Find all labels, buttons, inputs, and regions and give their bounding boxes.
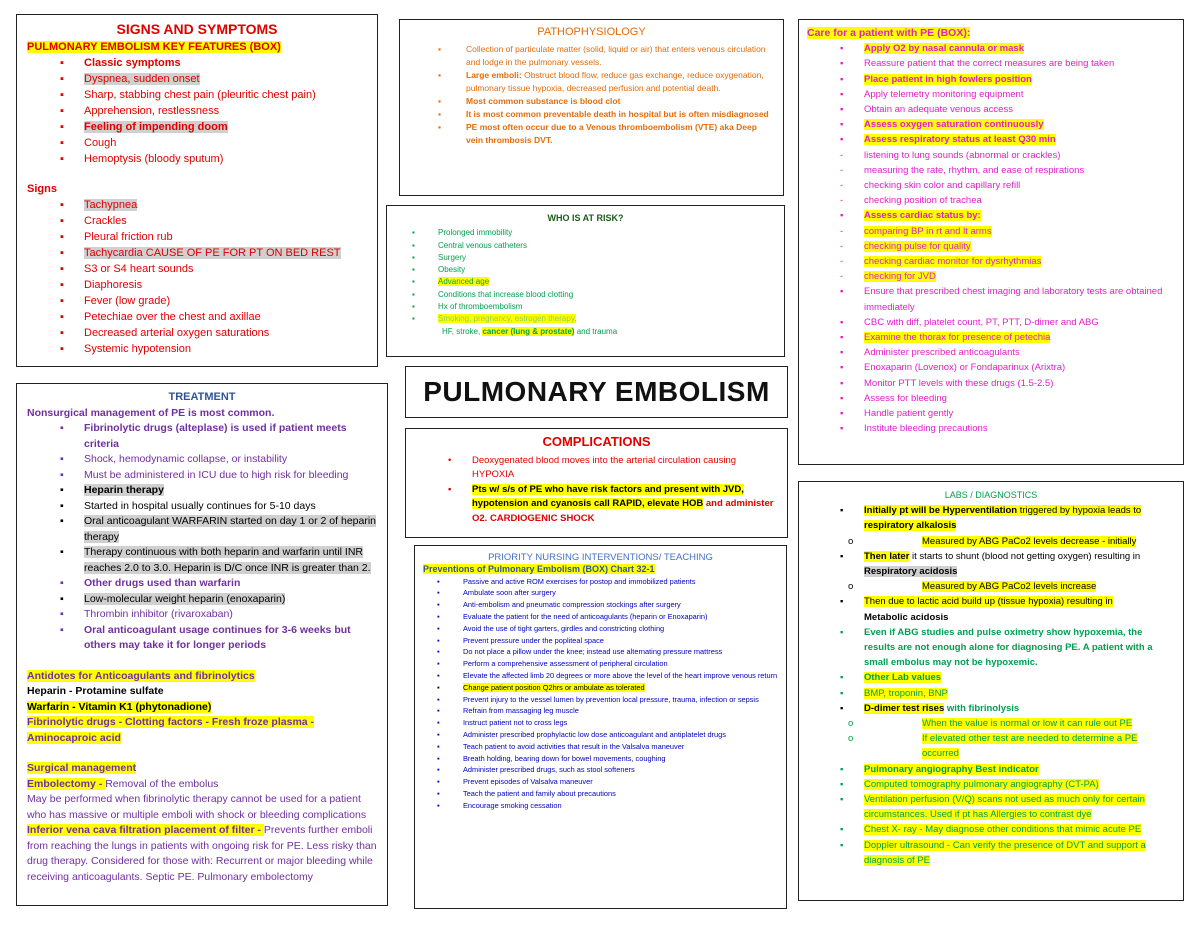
- list-item: ▪ Cough: [84, 135, 367, 151]
- list-item: ▪ CBC with diff, platelet count, PT, PTT, D-dimer and ABG: [864, 315, 1175, 330]
- signs-symptoms-box: [16, 14, 378, 367]
- risk-box: [386, 205, 785, 357]
- risk-list: [397, 227, 774, 338]
- list-item: [864, 594, 1175, 624]
- complications-box: [405, 428, 788, 538]
- care-box: [798, 19, 1184, 465]
- complications-list: [416, 454, 777, 527]
- lab-ddimer: D-dimer test rises: [864, 702, 945, 714]
- list-item: checking pulse for quality: [864, 240, 971, 252]
- list-item: checking cardiac monitor for dysrhythmias: [864, 256, 1042, 268]
- list-item: ▪ Thrombin inhibitor (rivaroxaban): [84, 607, 377, 623]
- list-item: Oral anticoagulant WARFARIN started on day 1 or 2 of heparin therapy: [84, 515, 377, 543]
- list-item: Advanced age: [438, 277, 490, 287]
- list-item: • Deoxygenated blood moves into the arterial circulation causing HYPOXIA: [472, 454, 777, 483]
- list-item: ▪ Enoxaparin (Lovenox) or Fondaparinux (Arixtra): [864, 360, 1175, 375]
- list-item: Dyspnea, sudden onset: [84, 73, 200, 85]
- list-item: Assess cardiac status by:: [864, 210, 981, 222]
- list-item: ▪ Decreased arterial oxygen saturations: [84, 325, 367, 341]
- complications-title: COMPLICATIONS: [542, 434, 651, 449]
- embolectomy-text: Removal of the embolus: [105, 777, 219, 790]
- list-item: ▪ Started in hospital usually continues for 5-10 days: [84, 499, 377, 515]
- list-item: ▪ Hx of thromboembolism: [438, 301, 774, 313]
- list-item: ▪ Elevate the affected limb 20 degrees or more above the level of the heart improve venous return: [463, 670, 778, 682]
- embolectomy-desc: May be performed when fibrinolytic therapy cannot be used for a patient who has massive or multiple emboli with shock or bleeding complications: [27, 793, 367, 821]
- pathophysiology-title: PATHOPHYSIOLOGY: [537, 26, 646, 38]
- list-item: ▪ Evaluate the patient for the need of anticoagulants (heparin or Enoxaparin): [463, 611, 778, 623]
- list-item: ▪ Hemoptysis (bloody sputum): [84, 151, 367, 167]
- list-item: Computed tomography pulmonary angiography (CT-PA): [864, 778, 1099, 790]
- risk-last-post: and trauma: [574, 326, 618, 336]
- list-item: ▪ Ambulate soon after surgery: [463, 587, 778, 599]
- pathophysiology-box: [399, 19, 784, 196]
- list-item: - measuring the rate, rhythm, and ease of respirations: [864, 163, 1175, 178]
- large-emboli-label: Large emboli:: [466, 70, 525, 80]
- list-item: Pulmonary angiography Best indicator: [864, 763, 1039, 775]
- list-item: Other Lab values: [864, 672, 942, 684]
- list-item: ▪ Conditions that increase blood clotting: [438, 289, 774, 301]
- list-item: ▪ Prevent pressure under the popliteal space: [463, 635, 778, 647]
- list-item: ▪ Handle patient gently: [864, 406, 1175, 421]
- list-item: [438, 326, 774, 338]
- risk-cancer: cancer (lung & prostate): [482, 326, 575, 336]
- large-emboli-text: Obstruct blood flow, reduce gas exchange, reduce oxygenation, pulmonary tissue hypoxia, decreased perfusion and potential death.: [466, 70, 764, 93]
- lab-hyperventilation: Initially pt will be Hyperventilation: [864, 505, 1018, 517]
- signs-symptoms-title: SIGNS AND SYMPTOMS: [116, 21, 278, 37]
- treatment-intro: Nonsurgical management of PE is most common.: [27, 406, 275, 419]
- list-item: ▪ Institute bleeding precautions: [864, 421, 1175, 436]
- list-item: ▪ Teach patient to avoid activities that result in the Valsalva maneuver: [463, 741, 778, 753]
- list-item: ▪ Shock, hemodynamic collapse, or instability: [84, 452, 377, 468]
- antidote-fibrinolytic: Fibrinolytic drugs - Clotting factors - Fresh froze plasma - Aminocaproic acid: [27, 716, 315, 744]
- care-list: [807, 41, 1175, 436]
- labs-box: [798, 481, 1184, 901]
- list-item: ▪ Obesity: [438, 264, 774, 276]
- list-item: Chest X- ray - May diagnose other conditions that mimic acute PE: [864, 824, 1142, 836]
- list-item: ▪ Petechiae over the chest and axillae: [84, 309, 367, 325]
- list-item: Assess respiratory status at least Q30 min: [864, 134, 1056, 146]
- list-item: Change patient position Q2hrs or ambulate as tolerated: [463, 682, 645, 692]
- lab-then-later: Then later: [864, 550, 910, 562]
- list-item: ▪ Crackles: [84, 213, 367, 229]
- list-item: ▪ Administer prescribed drugs, such as stool softeners: [463, 764, 778, 776]
- lab-l2-post: it starts to shunt (blood not getting oxygen) resulting in: [909, 550, 1141, 562]
- list-item: Apply O2 by nasal cannula or mask: [864, 43, 1024, 55]
- list-item: ▪ Anti-embolism and pneumatic compression stockings after surgery: [463, 599, 778, 611]
- page-title: PULMONARY EMBOLISM: [405, 366, 788, 418]
- list-item: ▪ Prolonged immobility: [438, 227, 774, 239]
- list-item: ▪ Monitor PTT levels with these drugs (1.5-2.5): [864, 376, 1175, 391]
- list-item: ▪ Other drugs used than warfarin: [84, 576, 377, 592]
- treatment-title: TREATMENT: [168, 391, 236, 403]
- list-item: Measured by ABG PaCo2 levels decrease - initially: [922, 535, 1137, 547]
- list-item: ▪ Oral anticoagulant usage continues for 3-6 weeks but others may take it for longer periods: [84, 623, 377, 654]
- surgical-title: Surgical management: [27, 762, 137, 774]
- list-item: [864, 503, 1175, 533]
- key-features-label: PULMONARY EMBOLISM KEY FEATURES (BOX): [27, 41, 281, 53]
- list-item: ▪ Systemic hypotension: [84, 341, 367, 357]
- list-item: ▪ PE most often occur due to a Venous thromboembolism (VTE) aka Deep vein thrombosis DVT.: [466, 121, 773, 147]
- list-item: ▪ Pleural friction rub: [84, 229, 367, 245]
- list-item: ▪ Central venous catheters: [438, 240, 774, 252]
- risk-title: WHO IS AT RISK?: [547, 213, 624, 223]
- list-item: Measured by ABG PaCo2 levels increase: [922, 581, 1097, 593]
- list-item: - checking position of trachea: [864, 193, 1175, 208]
- list-item: ▪ Most common substance is blood clot: [466, 95, 773, 108]
- list-item: ▪ Encourage smoking cessation: [463, 800, 778, 812]
- list-item: ▪ Diaphoresis: [84, 277, 367, 293]
- list-item: Smoking, pregnancy, estrogen therapy,: [438, 314, 577, 324]
- treatment-list: [27, 421, 377, 654]
- list-item: ▪ Ensure that prescribed chest imaging and laboratory tests are obtained immediately: [864, 284, 1175, 314]
- list-item: ▪ S3 or S4 heart sounds: [84, 261, 367, 277]
- lab-resp-alkalosis: respiratory alkalosis: [864, 520, 957, 532]
- risk-last-pre: HF, stroke,: [442, 326, 483, 336]
- embolectomy-label: Embolectomy -: [27, 777, 106, 790]
- list-item: [864, 549, 1175, 579]
- list-item: ▪ Breath holding, bearing down for bowel movements, coughing: [463, 753, 778, 765]
- list-item: Assess oxygen saturation continuously: [864, 119, 1044, 131]
- list-item: ▪ Apprehension, restlessness: [84, 103, 367, 119]
- list-item: Doppler ultrasound - Can verify the presence of DVT and support a diagnosis of PE: [864, 839, 1146, 866]
- priority-interventions-box: [414, 545, 787, 909]
- list-item: Low-molecular weight heparin (enoxaparin): [84, 592, 286, 605]
- list-item: Examine the thorax for presence of petechia: [864, 332, 1051, 344]
- list-item: ▪ Fibrinolytic drugs (alteplase) is used if patient meets criteria: [84, 421, 377, 452]
- list-item: - listening to lung sounds (abnormal or crackles): [864, 148, 1175, 163]
- list-item: Heparin therapy: [84, 484, 164, 496]
- list-item: Feeling of impending doom: [84, 121, 228, 133]
- list-item: ▪ Prevent injury to the vessel lumen by prevention local pressure, trauma, infection or sepsis: [463, 694, 778, 706]
- list-item: ▪ Avoid the use of tight garters, girdles and constricting clothing: [463, 623, 778, 635]
- labs-list: [807, 503, 1175, 868]
- lab-metabolic-acidosis: Metabolic acidosis: [864, 611, 949, 623]
- priority-list: [423, 576, 778, 812]
- priority-subtitle: Preventions of Pulmonary Embolism (BOX) Chart 32-1: [423, 563, 655, 574]
- list-item: ▪ Do not place a pillow under the knee; instead use alternating pressure mattress: [463, 646, 778, 658]
- lab-resp-acidosis: Respiratory acidosis: [864, 566, 958, 578]
- priority-title: PRIORITY NURSING INTERVENTIONS/ TEACHING: [488, 552, 713, 563]
- labs-title: LABS / DIAGNOSTICS: [944, 490, 1038, 500]
- list-item: ▪ Passive and active ROM exercises for postop and immobilized patients: [463, 576, 778, 588]
- list-item: ▪ Surgery: [438, 252, 774, 264]
- list-item: ▪ It is most common preventable death in hospital but is often misdiagnosed: [466, 108, 773, 121]
- list-item: BMP, troponin, BNP: [864, 687, 948, 699]
- lab-l3: Then due to lactic acid build up (tissue hypoxia) resulting in: [864, 596, 1113, 608]
- list-item: ▪ Administer prescribed anticoagulants: [864, 345, 1175, 360]
- list-item: Place patient in high fowlers position: [864, 73, 1032, 85]
- list-item: ▪ Reassure patient that the correct measures are being taken: [864, 56, 1175, 71]
- complication-post: and administer O2. CARDIOGENIC SHOCK: [472, 498, 774, 524]
- list-item: ▪ Perform a comprehensive assessment of peripheral circulation: [463, 658, 778, 670]
- list-item: ▪ Classic symptoms: [84, 55, 367, 71]
- list-item: [466, 69, 773, 95]
- antidotes-title: Antidotes for Anticoagulants and fibrinolytics: [27, 669, 255, 682]
- lab-l1-post: triggered by hypoxia leads to: [1017, 505, 1142, 517]
- list-item: Therapy continuous with both heparin and warfarin until INR reaches 2.0 to 3.0. Heparin is D/C once INR is greater than 2.: [84, 546, 371, 574]
- list-item: When the value is normal or low it can rule out PE: [922, 718, 1133, 730]
- list-item: ▪ Fever (low grade): [84, 293, 367, 309]
- antidote-warfarin: Warfarin - Vitamin K1 (phytonadione): [27, 700, 212, 713]
- pathophysiology-list: [410, 43, 773, 147]
- list-item: checking for JVD: [864, 271, 936, 283]
- ivc-label: Inferior vena cava filtration placement of filter -: [27, 824, 264, 836]
- list-item: Ventilation perfusion (V/Q) scans not used as much only for certain circumstances. Used if pt has Allergies to contrast dye: [864, 794, 1145, 821]
- list-item: [472, 483, 777, 527]
- signs-list: [27, 197, 367, 357]
- treatment-box: [16, 383, 388, 906]
- signs-label: Signs: [27, 183, 57, 195]
- care-title: Care for a patient with PE (BOX):: [807, 27, 971, 39]
- list-item: ▪ Assess for bleeding: [864, 391, 1175, 406]
- antidote-heparin: Heparin - Protamine sulfate: [27, 685, 164, 697]
- list-item: Tachycardia CAUSE OF PE FOR PT ON BED REST: [84, 247, 341, 259]
- list-item: ▪ Must be administered in ICU due to high risk for bleeding: [84, 468, 377, 484]
- list-item: - checking skin color and capillary refill: [864, 178, 1175, 193]
- list-item: ▪ Obtain an adequate venous access: [864, 102, 1175, 117]
- list-item: ▪ Even if ABG studies and pulse oximetry show hypoxemia, the results are not enough alone for diagnosing PE. A patient with a small embolus may not be hypoxemic.: [864, 625, 1175, 671]
- list-item: Tachypnea: [84, 199, 138, 211]
- complication-highlight: Pts w/ s/s of PE who have risk factors and present with JVD, hypotension and cyanosis call RAPID, elevate HOB: [472, 483, 744, 509]
- ivc-text: Prevents further emboli from reaching the lungs in patients with ongoing risk for PE. Less risky than drug therapy. Considered for those with: Recurrent or major bleeding while receiving anticoagulants. Septic PE. Pulmonary embolectomy: [27, 824, 377, 883]
- list-item: [864, 701, 1175, 716]
- list-item: ▪ Instruct patient not to cross legs: [463, 717, 778, 729]
- symptoms-list: [27, 55, 367, 167]
- list-item: comparing BP in rt and lt arms: [864, 225, 992, 237]
- list-item: ▪ Sharp, stabbing chest pain (pleuritic chest pain): [84, 87, 367, 103]
- list-item: ▪ Teach the patient and family about precautions: [463, 788, 778, 800]
- list-item: ▪ Refrain from massaging leg muscle: [463, 705, 778, 717]
- list-item: ▪ Collection of particulate matter (solid, liquid or air) that enters venous circulation and lodge in the pulmonary vessels.: [466, 43, 773, 69]
- list-item: ▪ Administer prescribed prophylactic low dose anticoagulant and antiplatelet drugs: [463, 729, 778, 741]
- list-item: ▪ Prevent episodes of Valsalva maneuver: [463, 776, 778, 788]
- lab-ddimer-post: with fibrinolysis: [944, 702, 1020, 714]
- list-item: ▪ Apply telemetry monitoring equipment: [864, 87, 1175, 102]
- list-item: If elevated other test are needed to determine a PE occurred: [922, 733, 1138, 760]
